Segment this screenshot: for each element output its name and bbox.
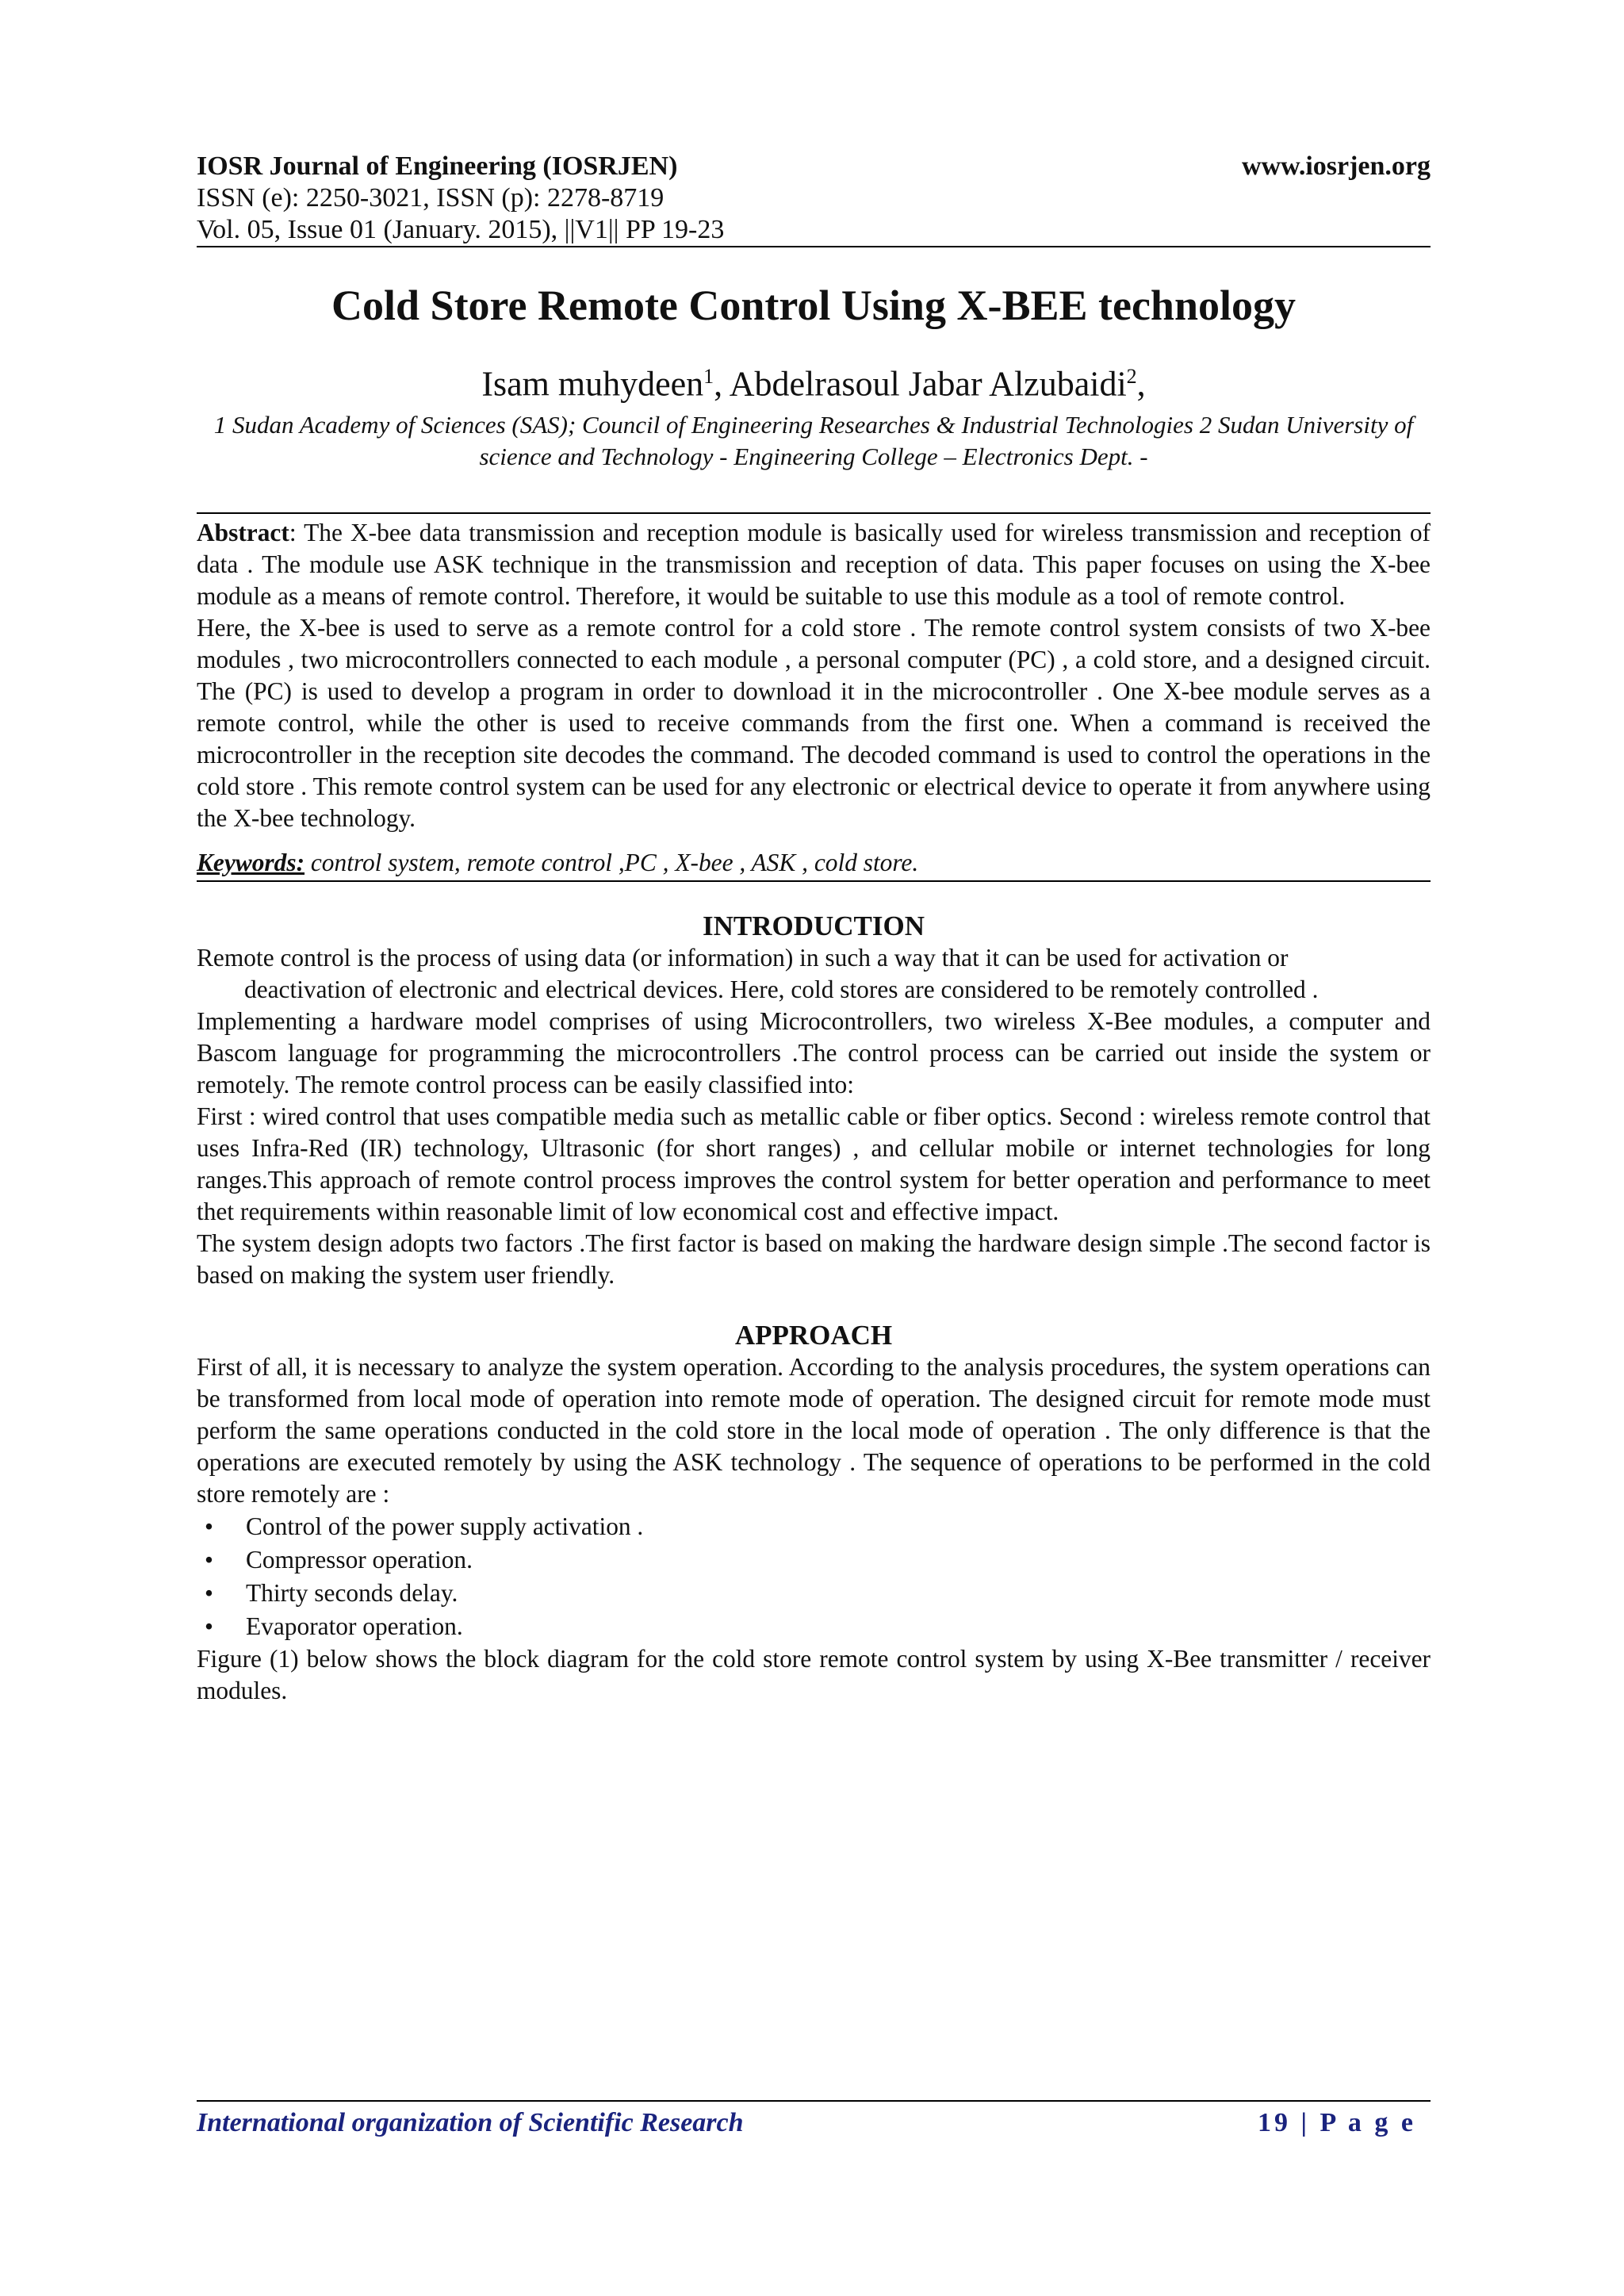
- intro-paragraph-3: First : wired control that uses compatible media such as metallic cable or fiber optics. Second : wireless remote control that uses Infra-Red (IR) technology, Ultrasonic (for short ranges) , and cellular mobile or internet technologies for long ranges.This approach of remote control process improves the control system for better operation and performance to meet thet requirements within reasonable limit of low economical cost and effective impact.: [197, 1102, 1431, 1225]
- page-footer: [197, 2108, 1431, 2138]
- list-item: [197, 1610, 1431, 1643]
- introduction-heading: INTRODUCTION: [702, 910, 925, 941]
- approach-paragraph-2: Figure (1) below shows the block diagram for the cold store remote control system by using X-Bee transmitter / receiver modules.: [197, 1644, 1431, 1704]
- paper-page: [197, 151, 1431, 1707]
- journal-header: [197, 151, 1431, 246]
- author-line: [197, 357, 1431, 404]
- journal-name: IOSR Journal of Engineering (IOSRJEN): [197, 151, 678, 181]
- volume-line: Vol. 05, Issue 01 (January. 2015), ||V1|| PP 19-23: [197, 215, 725, 244]
- paper-title: Cold Store Remote Control Using X-BEE technology: [331, 282, 1296, 329]
- journal-website[interactable]: www.iosrjen.org: [1242, 151, 1431, 181]
- list-item: [197, 1543, 1431, 1577]
- approach-paragraph-1: First of all, it is necessary to analyze the system operation. According to the analysis procedures, the system operations can be transformed from local mode of operation into remote mode of operation. The designed circuit for remote mode must perform the same operations conducted in the cold store in the local mode of operation . The only difference is that the operations are executed remotely by using the ASK technology . The sequence of operations to be performed in the cold store remotely are :: [197, 1352, 1431, 1508]
- list-item: [197, 1510, 1431, 1543]
- abstract-label: Abstract: [197, 518, 289, 546]
- bullet-icon: •: [205, 1578, 213, 1607]
- header-rule: [197, 246, 1431, 247]
- abstract-paragraph-1: [197, 517, 1431, 612]
- approach-heading: APPROACH: [734, 1319, 893, 1351]
- intro-paragraph-4: The system design adopts two factors .The first factor is based on making the hardware design simple .The second factor is based on making the system user friendly.: [197, 1228, 1431, 1289]
- list-item-text: Control of the power supply activation .: [246, 1512, 644, 1540]
- list-item-text: Evaporator operation.: [246, 1612, 463, 1640]
- keywords-label: Keywords:: [197, 848, 305, 876]
- bullet-icon: •: [205, 1545, 213, 1573]
- bullet-icon: •: [205, 1512, 213, 1540]
- footer-rule: [197, 2100, 1431, 2102]
- intro-paragraph-2: Implementing a hardware model comprises of using Microcontrollers, two wireless X-Bee modules, a computer and Bascom language for programming the microcontrollers .The control process can be carried out inside the system or remotely. The remote control process can be easily classified into:: [197, 1006, 1431, 1098]
- author-2: , Abdelrasoul Jabar Alzubaidi: [714, 364, 1127, 404]
- affiliations: 1 Sudan Academy of Sciences (SAS); Council of Engineering Researches & Industrial Technologies 2 Sudan University of science and Technology - Engineering College – Electronics Dept. -: [213, 410, 1414, 470]
- author-line-end: ,: [1136, 364, 1146, 404]
- keywords-text: control system, remote control ,PC , X-bee , ASK , cold store.: [304, 848, 919, 876]
- intro-paragraph-1b: deactivation of electronic and electrical devices. Here, cold stores are considered to be remotely controlled .: [244, 975, 1319, 1003]
- list-item-text: Compressor operation.: [246, 1545, 473, 1573]
- intro-paragraph-1a: Remote control is the process of using data (or information) in such a way that it can be used for activation or: [197, 943, 1289, 972]
- keywords-line: [197, 847, 1431, 879]
- author-1: Isam muhydeen: [481, 364, 704, 404]
- abstract-section: [197, 512, 1431, 882]
- operations-list: [197, 1510, 1431, 1643]
- bullet-icon: •: [205, 1612, 213, 1640]
- abstract-paragraph-2: Here, the X-bee is used to serve as a remote control for a cold store . The remote control system consists of two X-bee modules , two microcontrollers connected to each module , a personal computer (PC) , a cold store, and a designed circuit. The (PC) is used to develop a program in order to download it in the microcontroller . One X-bee module serves as a remote control, while the other is used to receive commands from the first one. When a command is received the microcontroller in the reception site decodes the command. The decoded command is used to control the operations in the cold store . This remote control system can be used for any electronic or electrical device to operate it from anywhere using the X-bee technology.: [197, 613, 1431, 832]
- footer-organization: International organization of Scientific Research: [197, 2108, 744, 2137]
- author-2-affil-mark: 2: [1126, 365, 1137, 388]
- abstract-text-1: : The X-bee data transmission and reception module is basically used for wireless transmission and reception of data . The module use ASK technique in the transmission and reception of data. This paper focuses on using the X-bee module as a means of remote control. Therefore, it would be suitable to use this module as a tool of remote control.: [197, 518, 1431, 610]
- page-number: 19 | P a g e: [1258, 2108, 1416, 2137]
- list-item: [197, 1577, 1431, 1610]
- issn-line: ISSN (e): 2250-3021, ISSN (p): 2278-8719: [197, 183, 665, 213]
- author-1-affil-mark: 1: [703, 365, 714, 388]
- list-item-text: Thirty seconds delay.: [246, 1578, 458, 1607]
